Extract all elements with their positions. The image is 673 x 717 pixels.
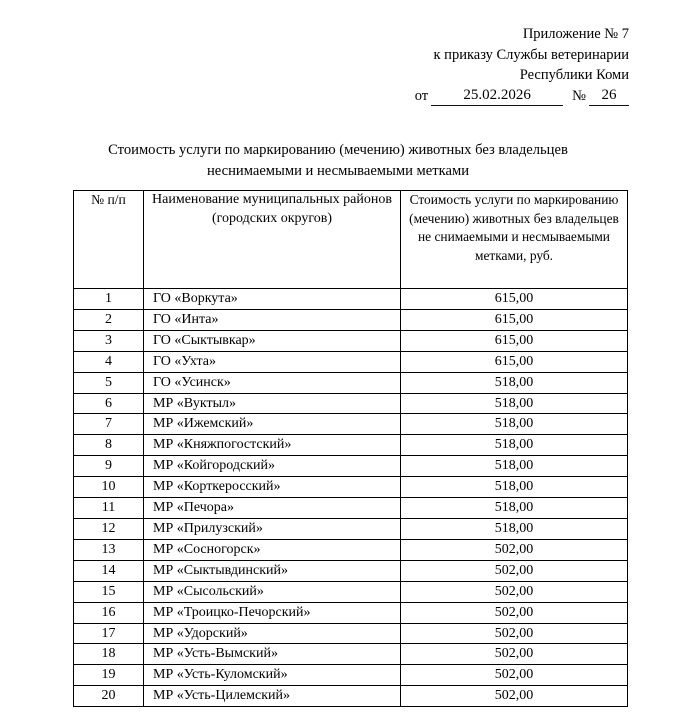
header-line-order-authority: к приказу Службы ветеринарии xyxy=(433,46,629,63)
municipality-name-cell: МР «Усть-Вымский» xyxy=(144,644,401,665)
cost-value-cell: 502,00 xyxy=(401,539,628,560)
row-number-cell: 6 xyxy=(74,393,144,414)
order-from-label: от xyxy=(414,88,429,104)
cost-value-cell: 615,00 xyxy=(401,330,628,351)
column-header-number: № п/п xyxy=(74,191,144,289)
cost-value-cell: 518,00 xyxy=(401,477,628,498)
row-number-cell: 4 xyxy=(74,351,144,372)
cost-value-cell: 502,00 xyxy=(401,602,628,623)
order-date-value: 25.02.2026 xyxy=(431,86,563,106)
municipality-name-cell: МР «Усть-Куломский» xyxy=(144,665,401,686)
table-row xyxy=(74,686,628,707)
table-row xyxy=(74,393,628,414)
cost-value-cell: 518,00 xyxy=(401,456,628,477)
row-number-cell: 16 xyxy=(74,602,144,623)
municipality-name-cell: МР «Сосногорск» xyxy=(144,539,401,560)
price-table-container xyxy=(73,190,627,707)
municipality-name-cell: МР «Сыктывдинский» xyxy=(144,560,401,581)
table-row xyxy=(74,309,628,330)
municipality-name-cell: МР «Койгородский» xyxy=(144,456,401,477)
municipality-name-cell: МР «Княжпогостский» xyxy=(144,435,401,456)
price-table-body xyxy=(74,289,628,707)
row-number-cell: 7 xyxy=(74,414,144,435)
table-row xyxy=(74,456,628,477)
row-number-cell: 15 xyxy=(74,581,144,602)
cost-value-cell: 502,00 xyxy=(401,686,628,707)
table-row xyxy=(74,435,628,456)
table-row xyxy=(74,581,628,602)
cost-value-cell: 502,00 xyxy=(401,560,628,581)
table-header-row xyxy=(74,191,628,289)
column-header-municipality: Наименование муниципальных районов (городских округов) xyxy=(144,191,401,289)
cost-value-cell: 518,00 xyxy=(401,372,628,393)
table-row xyxy=(74,644,628,665)
header-line-republic: Республики Коми xyxy=(519,67,629,83)
order-number-label: № xyxy=(572,88,586,104)
row-number-cell: 1 xyxy=(74,289,144,310)
municipality-name-cell: МР «Вуктыл» xyxy=(144,393,401,414)
row-number-cell: 2 xyxy=(74,309,144,330)
municipality-name-cell: ГО «Сыктывкар» xyxy=(144,330,401,351)
municipality-name-cell: МР «Усть-Цилемский» xyxy=(144,686,401,707)
cost-value-cell: 615,00 xyxy=(401,351,628,372)
cost-value-cell: 502,00 xyxy=(401,581,628,602)
page-title-line-2: неснимаемыми и несмываемыми метками xyxy=(206,163,470,179)
table-row xyxy=(74,414,628,435)
row-number-cell: 8 xyxy=(74,435,144,456)
table-row xyxy=(74,498,628,519)
table-row xyxy=(74,665,628,686)
row-number-cell: 14 xyxy=(74,560,144,581)
cost-value-cell: 615,00 xyxy=(401,289,628,310)
table-row xyxy=(74,560,628,581)
cost-value-cell: 518,00 xyxy=(401,414,628,435)
municipality-name-cell: МР «Прилузский» xyxy=(144,518,401,539)
row-number-cell: 12 xyxy=(74,518,144,539)
row-number-cell: 20 xyxy=(74,686,144,707)
table-row xyxy=(74,330,628,351)
municipality-name-cell: МР «Корткеросский» xyxy=(144,477,401,498)
table-row xyxy=(74,602,628,623)
row-number-cell: 3 xyxy=(74,330,144,351)
cost-value-cell: 502,00 xyxy=(401,644,628,665)
municipality-name-cell: МР «Удорский» xyxy=(144,623,401,644)
cost-value-cell: 518,00 xyxy=(401,518,628,539)
row-number-cell: 13 xyxy=(74,539,144,560)
municipality-name-cell: МР «Ижемский» xyxy=(144,414,401,435)
municipality-name-cell: МР «Печора» xyxy=(144,498,401,519)
cost-value-cell: 518,00 xyxy=(401,435,628,456)
cost-value-cell: 518,00 xyxy=(401,393,628,414)
municipality-name-cell: ГО «Ухта» xyxy=(144,351,401,372)
row-number-cell: 5 xyxy=(74,372,144,393)
cost-value-cell: 615,00 xyxy=(401,309,628,330)
row-number-cell: 11 xyxy=(74,498,144,519)
table-row xyxy=(74,539,628,560)
cost-value-cell: 518,00 xyxy=(401,498,628,519)
column-header-cost: Стоимость услуги по маркированию (мечению) животных без владельцев не снимаемыми и несмываемыми метками, руб. xyxy=(401,191,628,289)
cost-value-cell: 502,00 xyxy=(401,623,628,644)
order-date-number-line xyxy=(330,86,629,106)
price-table xyxy=(73,190,628,707)
municipality-name-cell: МР «Троицко-Печорский» xyxy=(144,602,401,623)
page-title xyxy=(46,140,630,182)
table-row xyxy=(74,289,628,310)
table-row xyxy=(74,351,628,372)
municipality-name-cell: ГО «Воркута» xyxy=(144,289,401,310)
page-title-line-1: Стоимость услуги по маркированию (мечению) животных без владельцев xyxy=(108,142,568,158)
row-number-cell: 9 xyxy=(74,456,144,477)
table-row xyxy=(74,518,628,539)
row-number-cell: 10 xyxy=(74,477,144,498)
table-row xyxy=(74,372,628,393)
document-header-block xyxy=(330,24,629,86)
row-number-cell: 18 xyxy=(74,644,144,665)
row-number-cell: 17 xyxy=(74,623,144,644)
cost-value-cell: 502,00 xyxy=(401,665,628,686)
municipality-name-cell: ГО «Усинск» xyxy=(144,372,401,393)
row-number-cell: 19 xyxy=(74,665,144,686)
order-number-value: 26 xyxy=(589,86,629,106)
table-row xyxy=(74,477,628,498)
header-line-appendix: Приложение № 7 xyxy=(522,26,629,42)
municipality-name-cell: ГО «Инта» xyxy=(144,309,401,330)
table-row xyxy=(74,623,628,644)
municipality-name-cell: МР «Сысольский» xyxy=(144,581,401,602)
price-table-head xyxy=(74,191,628,289)
